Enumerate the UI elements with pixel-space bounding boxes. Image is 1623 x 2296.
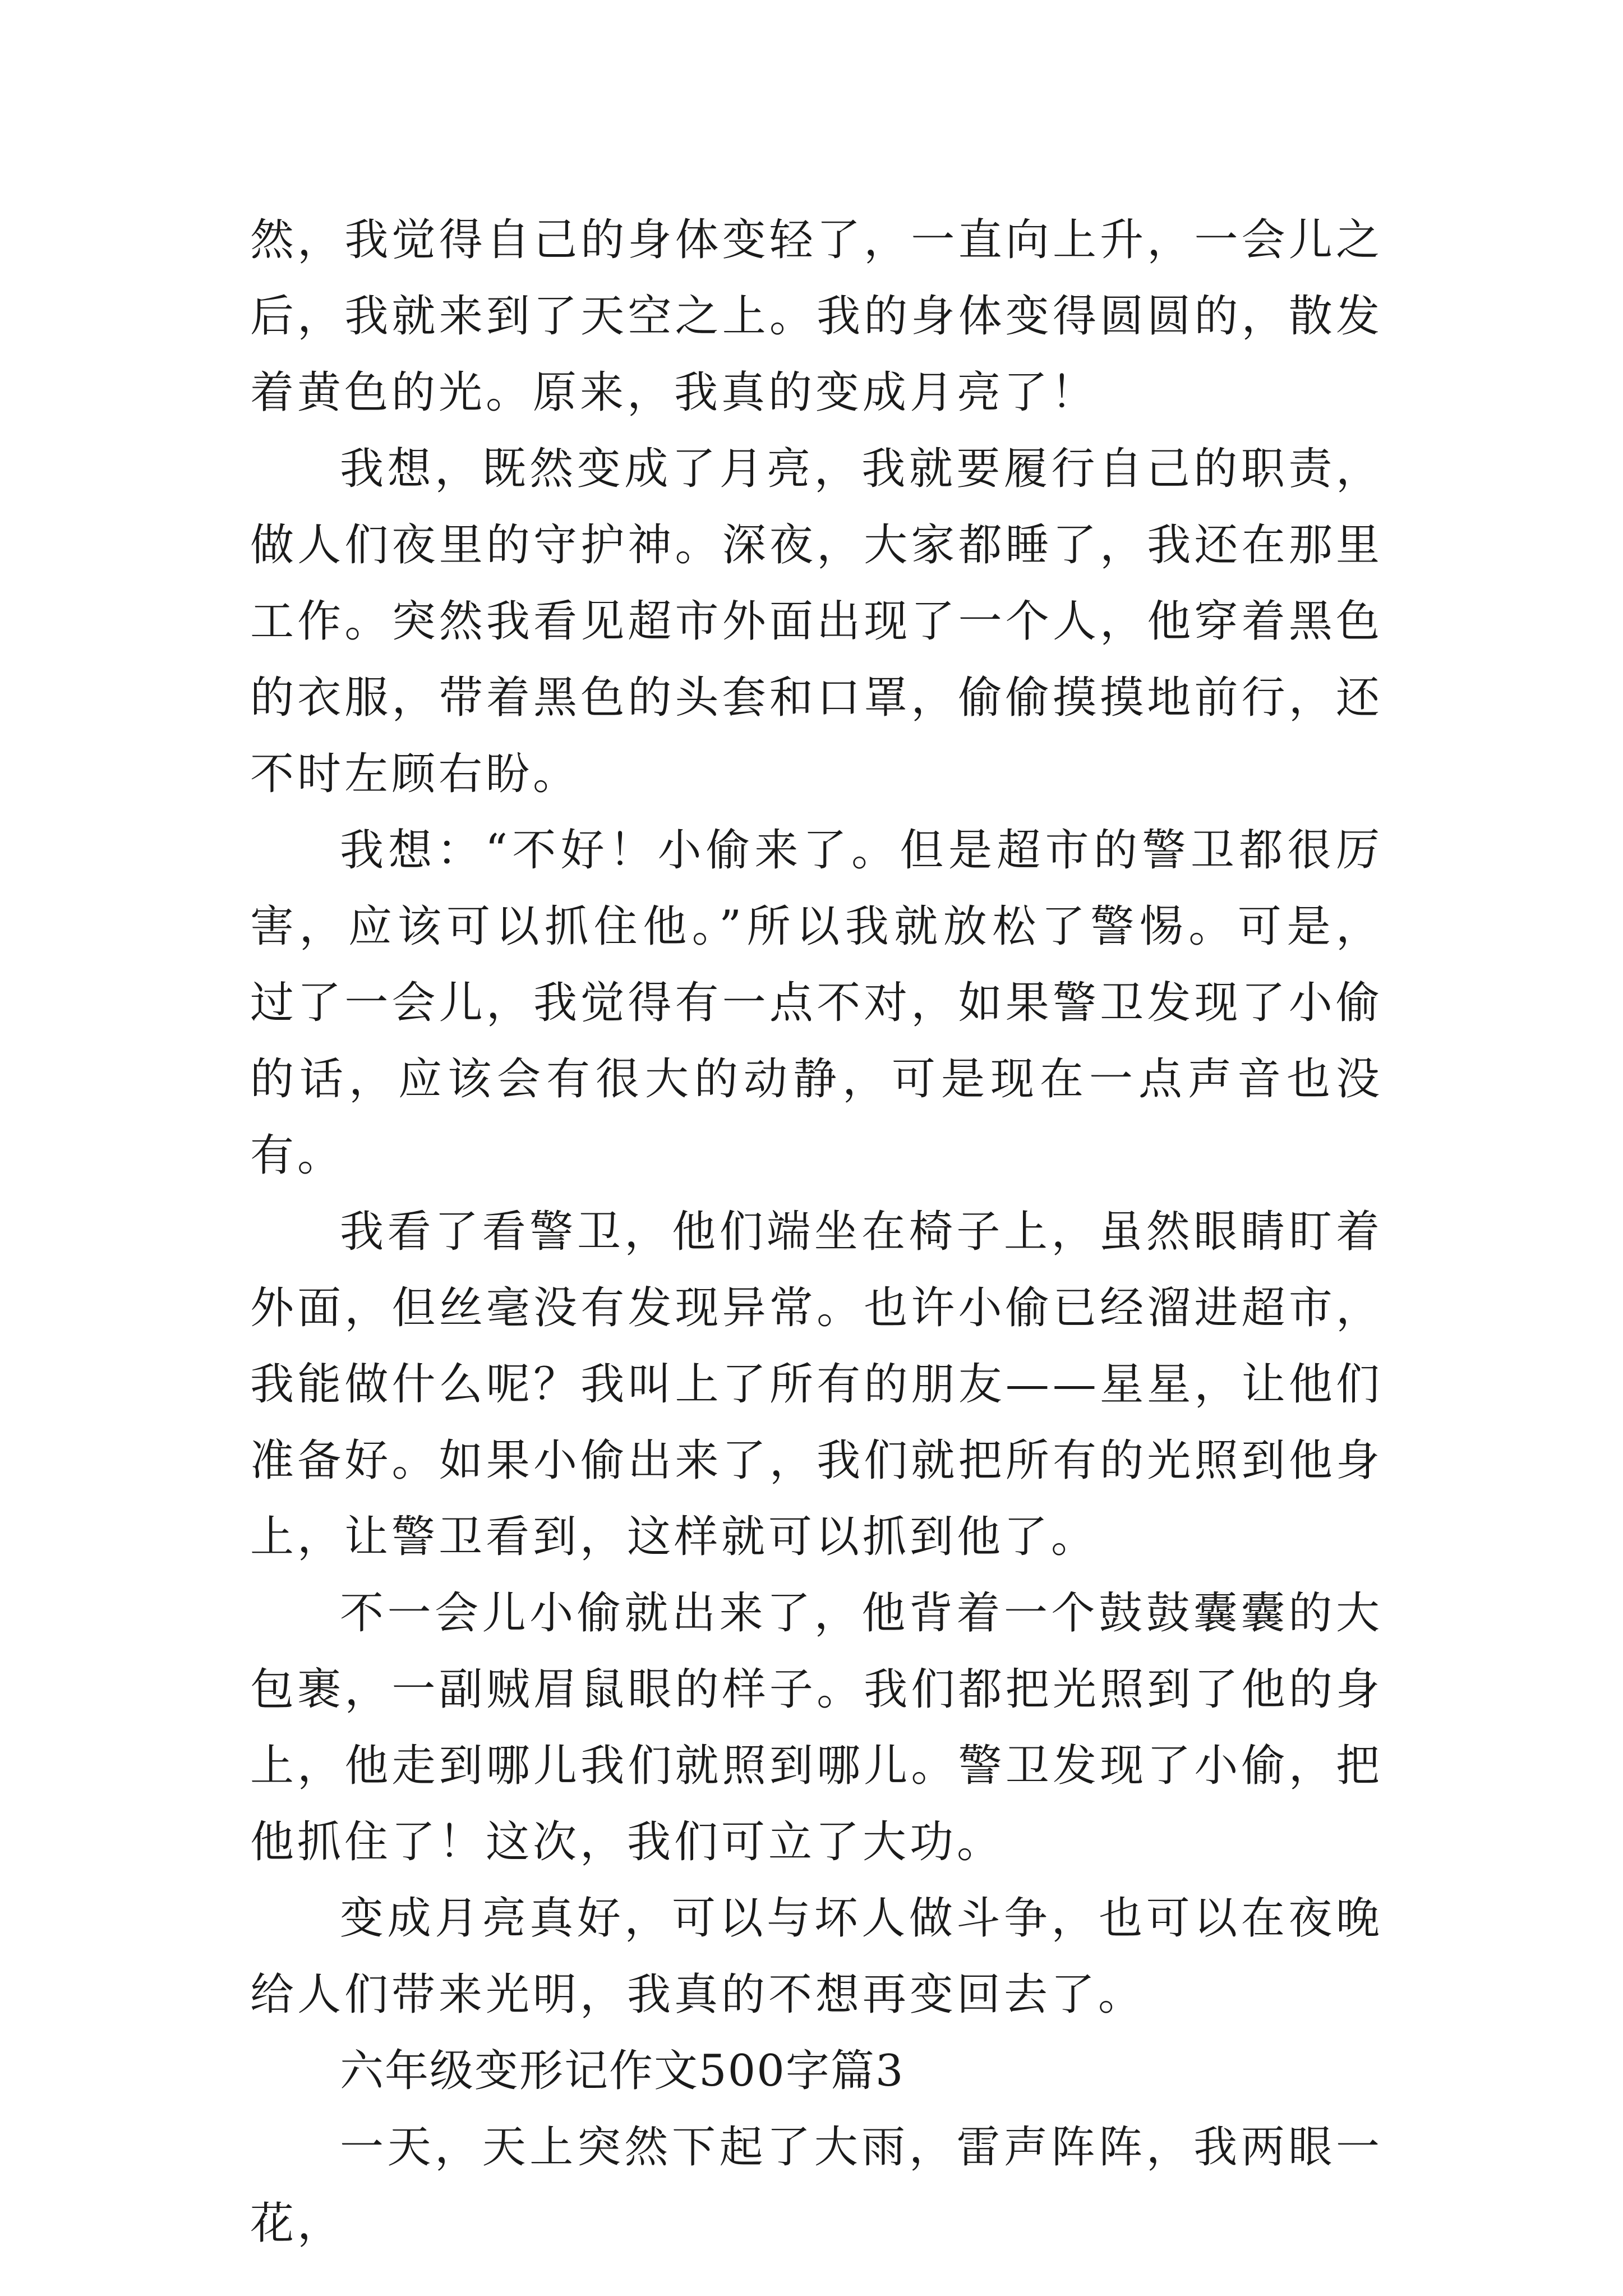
document-page <box>250 202 1383 2262</box>
paragraph-continued-from-previous-page: 然，我觉得自己的身体变轻了，一直向上升，一会儿之后，我就来到了天空之上。我的身体变得圆圆的，散发着黄色的光。原来，我真的变成月亮了！ <box>250 215 1383 418</box>
paragraph-thief-caught: 不一会儿小偷就出来了，他背着一个鼓鼓囊囊的大包裹，一副贼眉鼠眼的样子。我们都把光照到了他的身上，他走到哪儿我们就照到哪儿。警卫发现了小偷，把他抓住了！这次，我们可立了大功。 <box>250 1588 1383 1867</box>
paragraph-conclusion: 变成月亮真好，可以与坏人做斗争，也可以在夜晚给人们带来光明，我真的不想再变回去了。 <box>250 1893 1383 2020</box>
paragraph-guardian-of-night: 我想，既然变成了月亮，我就要履行自己的职责，做人们夜里的守护神。深夜，大家都睡了，我还在那里工作。突然我看见超市外面出现了一个人，他穿着黑色的衣服，带着黑色的头套和口罩，偷偷摸摸地前行，还不时左顾右盼。 <box>250 444 1383 799</box>
paragraph-new-story-start: 一天，天上突然下起了大雨，雷声阵阵，我两眼一花， <box>250 2122 1383 2249</box>
paragraph-call-the-stars: 我看了看警卫，他们端坐在椅子上，虽然眼睛盯着外面，但丝毫没有发现异常。也许小偷已经溜进超市，我能做什么呢？我叫上了所有的朋友——星星，让他们准备好。如果小偷出来了，我们就把所有的光照到他身上，让警卫看到，这样就可以抓到他了。 <box>250 1207 1383 1562</box>
section-heading: 六年级变形记作文500字篇3 <box>340 2046 905 2096</box>
paragraph-thief-arrives: 我想：“不好！小偷来了。但是超市的警卫都很厉害，应该可以抓住他。”所以我就放松了警惕。可是，过了一会儿，我觉得有一点不对，如果警卫发现了小偷的话，应该会有很大的动静，可是现在一点声音也没有。 <box>250 825 1383 1181</box>
